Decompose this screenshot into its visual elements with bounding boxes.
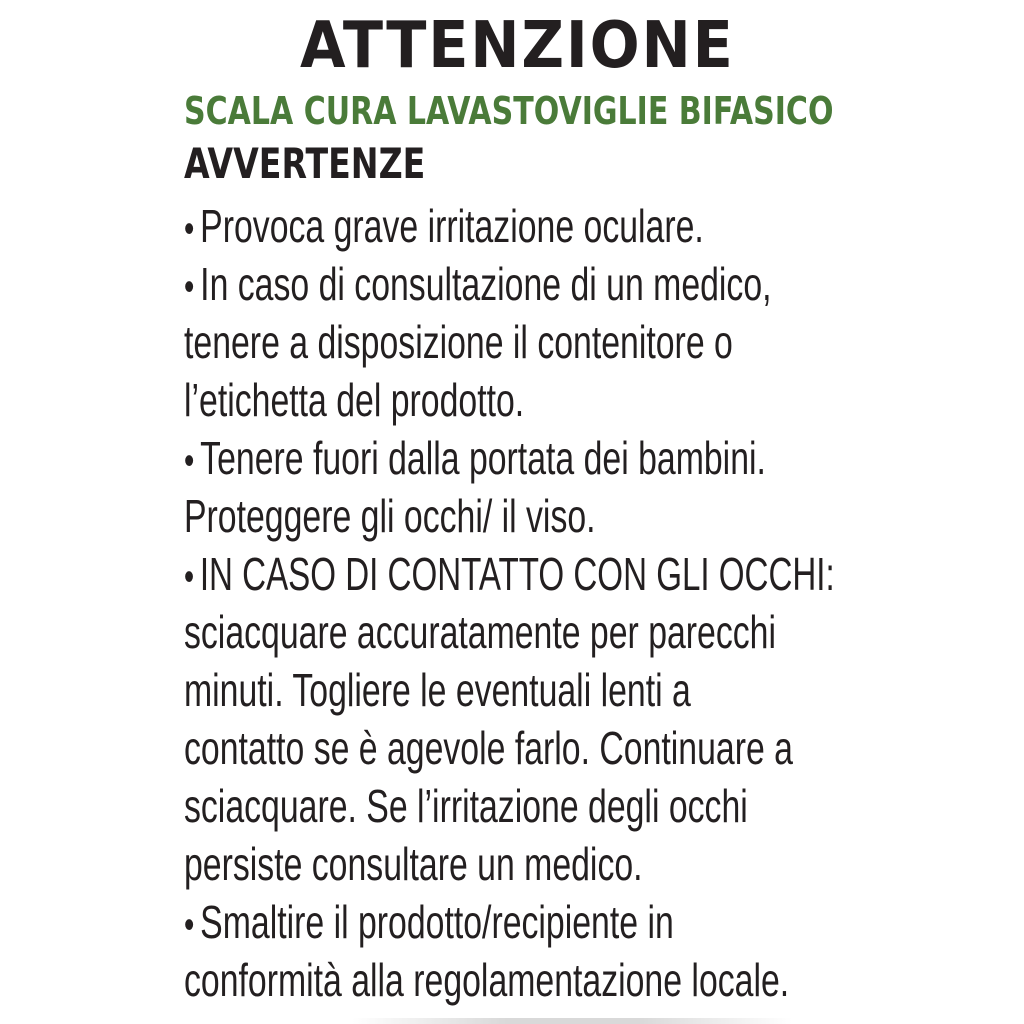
warning-line — [184, 892, 674, 952]
warning-line — [184, 776, 748, 836]
warning-line — [184, 254, 772, 314]
warning-text: Smaltire il prodotto/recipiente in — [200, 896, 674, 948]
warning-line — [184, 428, 766, 488]
warning-text: Tenere fuori dalla portata dei bambini. — [200, 432, 766, 484]
warning-text: persiste consultare un medico. — [184, 838, 643, 890]
warning-line — [184, 196, 704, 256]
warning-line — [184, 834, 643, 894]
section-heading: AVVERTENZE — [184, 139, 426, 188]
bullet-icon: • — [184, 903, 195, 947]
warning-text: Provoca grave irritazione oculare. — [200, 200, 704, 252]
warning-line — [184, 544, 835, 604]
bullet-icon: • — [184, 207, 195, 251]
bullet-icon: • — [184, 555, 195, 599]
bottom-edge-mark — [352, 1018, 792, 1024]
warning-line — [184, 950, 789, 1010]
warning-text: contatto se è agevole farlo. Continuare a — [184, 722, 793, 774]
warning-title: ATTENZIONE — [300, 9, 735, 83]
warning-text: In caso di consultazione di un medico, — [200, 258, 772, 310]
warning-text: Proteggere gli occhi/ il viso. — [184, 490, 596, 542]
warning-text: IN CASO DI CONTATTO CON GLI OCCHI: — [199, 548, 835, 600]
warning-text: sciacquare accuratamente per parecchi — [184, 606, 776, 658]
warning-line — [184, 718, 793, 778]
bullet-icon: • — [184, 439, 195, 483]
warning-line — [184, 312, 733, 372]
warning-line — [184, 486, 596, 546]
warning-text: sciacquare. Se l’irritazione degli occhi — [184, 780, 748, 832]
warning-line — [184, 602, 776, 662]
warning-line — [184, 370, 524, 430]
warning-line — [184, 660, 691, 720]
bullet-icon: • — [184, 265, 195, 309]
warning-text: tenere a disposizione il contenitore o — [184, 316, 733, 368]
warning-text: l’etichetta del prodotto. — [184, 374, 525, 426]
warning-text: minuti. Togliere le eventuali lenti a — [184, 664, 691, 716]
product-name: SCALA CURA LAVASTOVIGLIE BIFASICO — [184, 89, 834, 133]
warning-text: conformità alla regolamentazione locale. — [184, 954, 790, 1006]
